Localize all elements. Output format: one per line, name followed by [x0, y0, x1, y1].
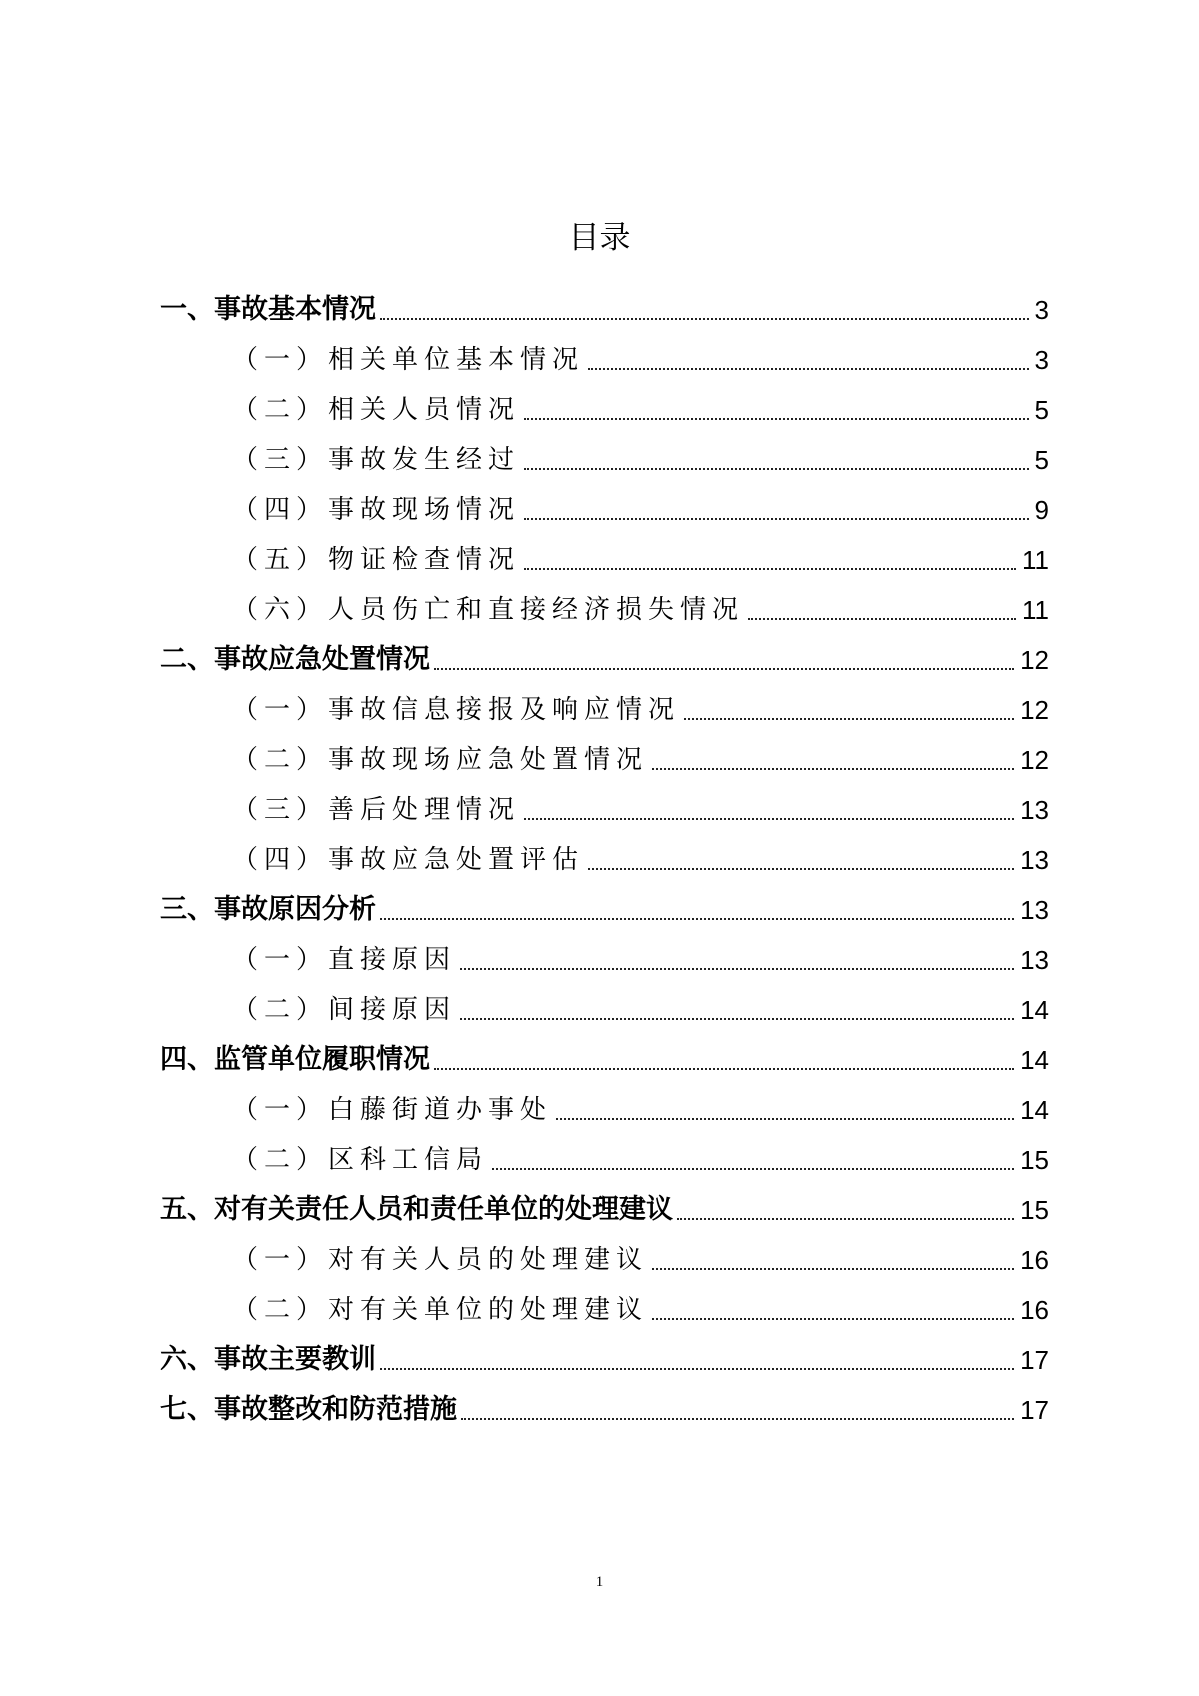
toc-entry-label[interactable]: 六、事故主要教训 [160, 1344, 376, 1375]
toc-entry-label[interactable]: （二）间接原因 [232, 995, 457, 1025]
toc-title: 目录 [568, 220, 631, 256]
toc-entry-label[interactable]: （二）事故现场应急处置情况 [232, 745, 649, 775]
toc-entry-label[interactable]: （四）事故现场情况 [232, 495, 521, 525]
toc-entry-page: 5 [1034, 445, 1049, 475]
page-number: 1 [595, 1574, 604, 1590]
toc-entry[interactable] [0, 535, 1199, 585]
toc-entry[interactable] [0, 385, 1199, 435]
toc-entry[interactable] [0, 1385, 1199, 1435]
toc-entry-page: 3 [1034, 345, 1049, 375]
toc-entry-page: 15 [1020, 1195, 1049, 1225]
toc-leader-dots [434, 668, 1014, 670]
toc-leader-dots [524, 818, 1014, 820]
toc-leader-dots [492, 1168, 1014, 1170]
toc-leader-dots [460, 1018, 1014, 1020]
toc-entry[interactable] [0, 685, 1199, 735]
toc-entry-label[interactable]: （一）白藤街道办事处 [232, 1095, 553, 1125]
toc-entry-label[interactable]: （五）物证检查情况 [232, 545, 521, 575]
toc-entry[interactable] [0, 1235, 1199, 1285]
toc-entry[interactable] [0, 435, 1199, 485]
toc-entry-page: 17 [1020, 1345, 1049, 1375]
toc-entry-page: 3 [1034, 295, 1049, 325]
toc-entry-page: 14 [1020, 1045, 1049, 1075]
toc-leader-dots [380, 918, 1014, 920]
toc-entry[interactable] [0, 1185, 1199, 1235]
toc-entry-label[interactable]: （三）善后处理情况 [232, 795, 521, 825]
toc-entry-page: 13 [1020, 845, 1049, 875]
toc-entry-page: 16 [1020, 1245, 1049, 1275]
toc-entry-page: 9 [1034, 495, 1049, 525]
toc-leader-dots [652, 768, 1014, 770]
toc-entry-label[interactable]: （三）事故发生经过 [232, 445, 521, 475]
toc-entry[interactable] [0, 1335, 1199, 1385]
toc-entry[interactable] [0, 585, 1199, 635]
toc-leader-dots [460, 968, 1014, 970]
toc-entry-page: 11 [1022, 595, 1049, 625]
table-of-contents [0, 285, 1199, 1435]
toc-leader-dots [684, 718, 1014, 720]
toc-entry-label[interactable]: （一）直接原因 [232, 945, 457, 975]
toc-leader-dots [434, 1068, 1014, 1070]
toc-entry[interactable] [0, 785, 1199, 835]
toc-leader-dots [677, 1218, 1014, 1220]
toc-entry[interactable] [0, 285, 1199, 335]
toc-entry-label[interactable]: 七、事故整改和防范措施 [160, 1394, 457, 1425]
toc-entry[interactable] [0, 1035, 1199, 1085]
toc-entry-page: 12 [1020, 645, 1049, 675]
toc-leader-dots [524, 418, 1029, 420]
toc-entry[interactable] [0, 985, 1199, 1035]
toc-entry-page: 17 [1020, 1395, 1049, 1425]
toc-entry-label[interactable]: （一）相关单位基本情况 [232, 345, 585, 375]
toc-entry-label[interactable]: 四、监管单位履职情况 [160, 1044, 430, 1075]
toc-entry-page: 5 [1034, 395, 1049, 425]
toc-entry[interactable] [0, 1085, 1199, 1135]
toc-entry[interactable] [0, 335, 1199, 385]
toc-entry-page: 12 [1020, 745, 1049, 775]
toc-leader-dots [652, 1268, 1014, 1270]
toc-entry[interactable] [0, 1135, 1199, 1185]
toc-entry-page: 14 [1020, 995, 1049, 1025]
toc-entry-label[interactable]: （二）区科工信局 [232, 1145, 489, 1175]
toc-entry-label[interactable]: 五、对有关责任人员和责任单位的处理建议 [160, 1194, 673, 1225]
toc-entry-page: 11 [1022, 545, 1049, 575]
toc-entry-page: 14 [1020, 1095, 1049, 1125]
toc-entry-page: 16 [1020, 1295, 1049, 1325]
toc-entry-label[interactable]: 三、事故原因分析 [160, 894, 376, 925]
toc-entry-label[interactable]: （二）对有关单位的处理建议 [232, 1295, 649, 1325]
toc-leader-dots [524, 468, 1029, 470]
toc-leader-dots [588, 368, 1029, 370]
toc-entry[interactable] [0, 635, 1199, 685]
toc-entry[interactable] [0, 1285, 1199, 1335]
toc-entry[interactable] [0, 835, 1199, 885]
toc-entry-page: 12 [1020, 695, 1049, 725]
toc-entry-label[interactable]: 二、事故应急处置情况 [160, 644, 430, 675]
toc-entry-label[interactable]: （二）相关人员情况 [232, 395, 521, 425]
toc-entry-label[interactable]: 一、事故基本情况 [160, 294, 376, 325]
toc-leader-dots [461, 1418, 1014, 1420]
toc-entry-label[interactable]: （一）对有关人员的处理建议 [232, 1245, 649, 1275]
toc-entry-label[interactable]: （四）事故应急处置评估 [232, 845, 585, 875]
toc-entry[interactable] [0, 735, 1199, 785]
toc-leader-dots [748, 618, 1016, 620]
toc-entry[interactable] [0, 935, 1199, 985]
toc-leader-dots [556, 1118, 1014, 1120]
toc-entry[interactable] [0, 885, 1199, 935]
toc-entry-page: 15 [1020, 1145, 1049, 1175]
toc-entry-page: 13 [1020, 795, 1049, 825]
toc-entry-page: 13 [1020, 895, 1049, 925]
toc-entry[interactable] [0, 485, 1199, 535]
toc-leader-dots [524, 568, 1016, 570]
toc-entry-label[interactable]: （一）事故信息接报及响应情况 [232, 695, 681, 725]
toc-leader-dots [652, 1318, 1014, 1320]
toc-leader-dots [380, 1368, 1014, 1370]
toc-leader-dots [524, 518, 1029, 520]
toc-leader-dots [380, 318, 1029, 320]
toc-entry-page: 13 [1020, 945, 1049, 975]
toc-entry-label[interactable]: （六）人员伤亡和直接经济损失情况 [232, 595, 745, 625]
toc-leader-dots [588, 868, 1014, 870]
